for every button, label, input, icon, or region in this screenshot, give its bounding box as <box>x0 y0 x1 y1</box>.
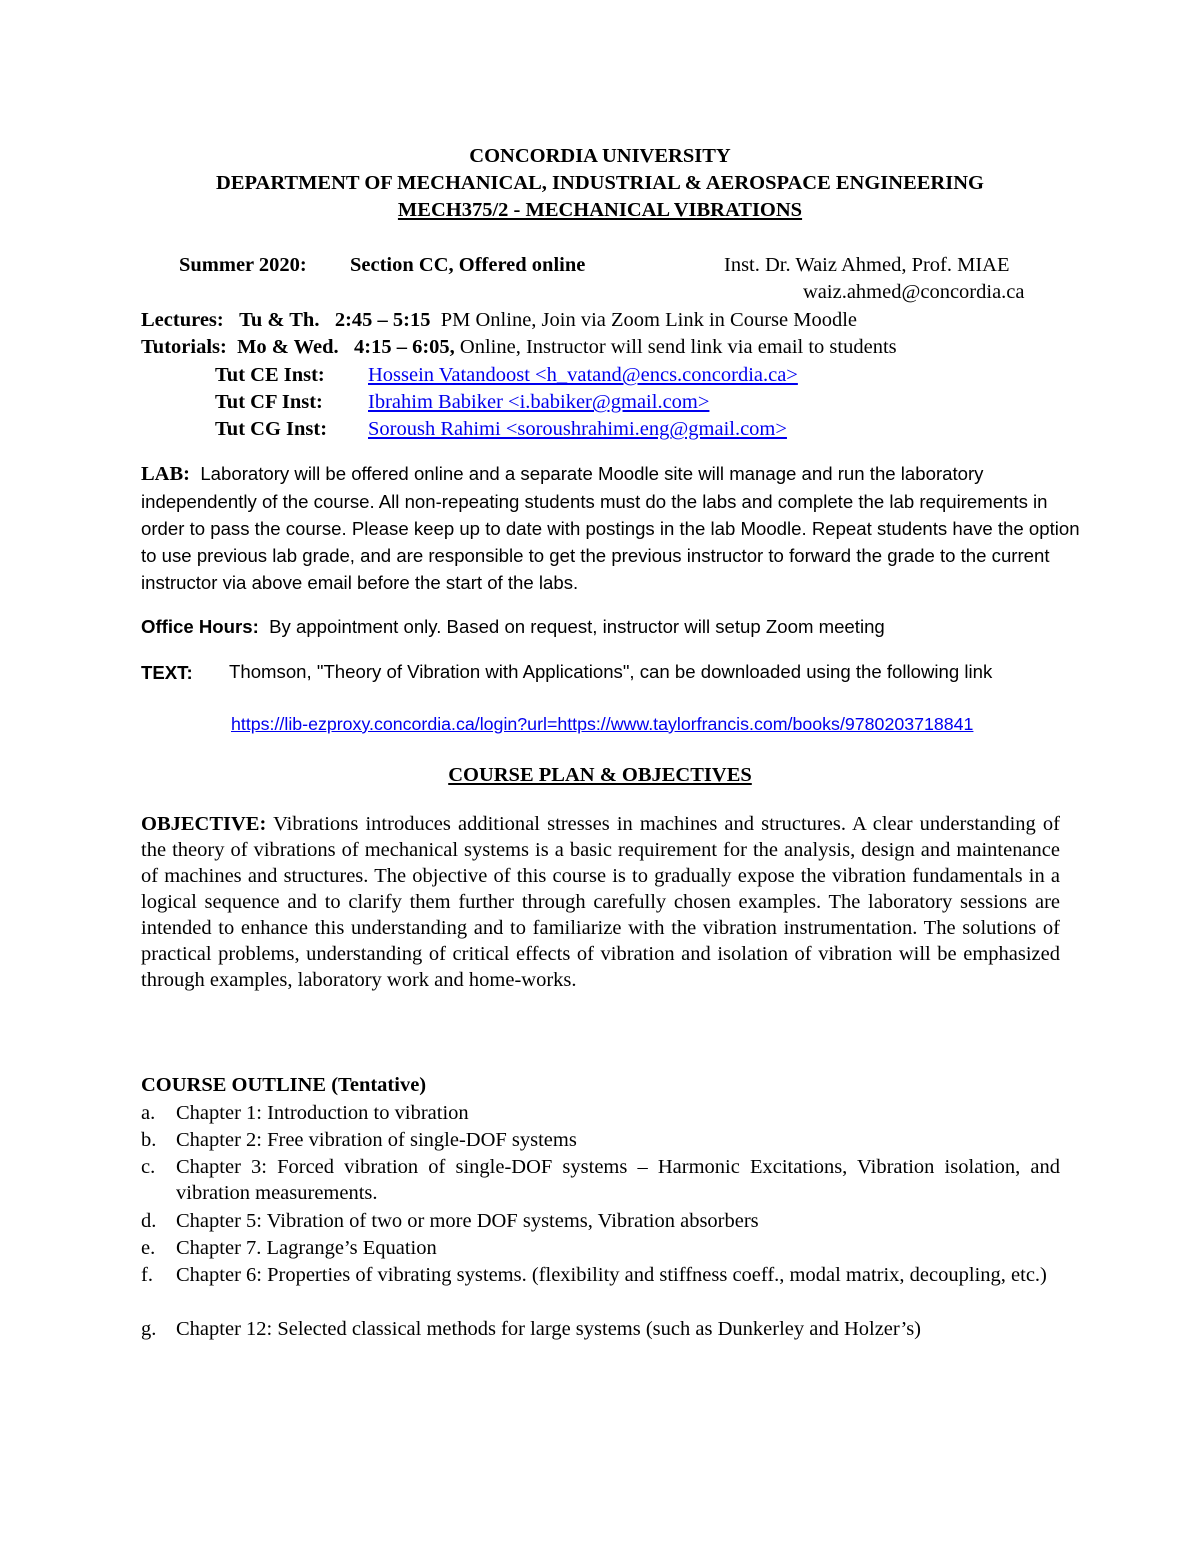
tut-ce-email-link[interactable]: Hossein Vatandoost <h_vatand@encs.concordia.ca> <box>368 364 798 386</box>
office-hours-text: By appointment only. Based on request, instructor will setup Zoom meeting <box>269 616 885 637</box>
university-title: CONCORDIA UNIVERSITY <box>469 145 731 167</box>
lectures-line <box>141 307 857 333</box>
tut-ce-label: Tut CE Inst: <box>215 364 325 386</box>
outline-heading: COURSE OUTLINE (Tentative) <box>141 1074 427 1096</box>
textbook-description: Thomson, "Theory of Vibration with Applications", can be downloaded using the following link <box>229 661 993 682</box>
office-hours-line <box>141 614 885 640</box>
outline-item: Chapter 1: Introduction to vibration <box>176 1102 469 1124</box>
instructor-name: Inst. Dr. Waiz Ahmed, Prof. MIAE <box>724 254 1010 276</box>
lectures-label: Lectures: <box>141 309 224 331</box>
objective-text: Vibrations introduces additional stresses in machines and structures. A clear understanding of the theory of vibrations of mechanical systems is a basic requirement for the analysis, design and maintenance of machines and structures. The objective of this course is to gradually expose the vibration fundamentals in a logical sequence and to clarify them further through carefully chosen examples. The laboratory sessions are intended to enhance this understanding and to familiarize with the vibration instrumentation. The solutions of practical problems, understanding of critical effects of vibration and isolation of vibration will be emphasized through examples, laboratory work and home-works. <box>141 813 1060 991</box>
lab-label: LAB: <box>141 463 190 485</box>
outline-item: Chapter 12: Selected classical methods for large systems (such as Dunkerley and Holzer’s) <box>176 1318 921 1340</box>
outline-marker: f. <box>141 1264 153 1286</box>
text-label: TEXT: <box>141 662 193 683</box>
tutorials-time: 4:15 – 6:05, <box>354 336 455 358</box>
outline-item: Chapter 5: Vibration of two or more DOF systems, Vibration absorbers <box>176 1210 759 1232</box>
lectures-details: PM Online, Join via Zoom Link in Course Moodle <box>440 309 857 331</box>
outline-marker: d. <box>141 1210 157 1232</box>
objective-paragraph <box>141 811 1060 993</box>
outline-marker: a. <box>141 1102 156 1124</box>
objective-label: OBJECTIVE: <box>141 813 267 835</box>
course-title: MECH375/2 - MECHANICAL VIBRATIONS <box>397 199 803 221</box>
lab-paragraph <box>141 460 1093 596</box>
instructor-email: waiz.ahmed@concordia.ca <box>803 281 1025 303</box>
outline-item: Chapter 3: Forced vibration of single-DOF systems – Harmonic Excitations, Vibration isolation, and vibration measurements. <box>176 1156 1060 1204</box>
tut-cg-email-link[interactable]: Soroush Rahimi <soroushrahimi.eng@gmail.com> <box>368 418 787 440</box>
outline-item: Chapter 7. Lagrange’s Equation <box>176 1237 437 1259</box>
plan-heading: COURSE PLAN & OBJECTIVES <box>448 764 752 786</box>
lectures-days: Tu & Th. <box>239 309 320 331</box>
outline-marker: b. <box>141 1129 157 1151</box>
tutorials-details: Online, Instructor will send link via email to students <box>459 336 897 358</box>
tut-cf-label: Tut CF Inst: <box>215 391 323 413</box>
office-hours-label: Office Hours: <box>141 616 259 637</box>
tutorials-days: Mo & Wed. <box>237 336 339 358</box>
tut-cf-email-link[interactable]: Ibrahim Babiker <i.babiker@gmail.com> <box>368 391 710 413</box>
section-info: Section CC, Offered online <box>350 254 586 276</box>
department-title: DEPARTMENT OF MECHANICAL, INDUSTRIAL & AEROSPACE ENGINEERING <box>216 172 984 194</box>
tut-cg-label: Tut CG Inst: <box>215 418 328 440</box>
outline-marker: c. <box>141 1156 156 1178</box>
outline-marker: g. <box>141 1318 157 1340</box>
lab-text: Laboratory will be offered online and a separate Moodle site will manage and run the laboratory independently of the course. All non-repeating students must do the labs and complete the lab requirements in order to pass the course. Please keep up to date with postings in the lab Moodle. Repeat students have the option to use previous lab grade, and are responsible to get the previous instructor to forward the grade to the current instructor via above email before the start of the labs. <box>141 463 1080 593</box>
outline-item: Chapter 6: Properties of vibrating systems. (flexibility and stiffness coeff., modal matrix, decoupling, etc.) <box>176 1264 1047 1286</box>
tutorials-label: Tutorials: <box>141 336 227 358</box>
tutorials-line <box>141 334 897 360</box>
outline-item: Chapter 2: Free vibration of single-DOF systems <box>176 1129 577 1151</box>
lectures-time: 2:45 – 5:15 <box>334 309 431 331</box>
textbook-url-link[interactable]: https://lib-ezproxy.concordia.ca/login?url=https://www.taylorfrancis.com/books/9780203718841 <box>231 714 974 734</box>
term-label: Summer 2020: <box>179 254 307 276</box>
outline-marker: e. <box>141 1237 156 1259</box>
